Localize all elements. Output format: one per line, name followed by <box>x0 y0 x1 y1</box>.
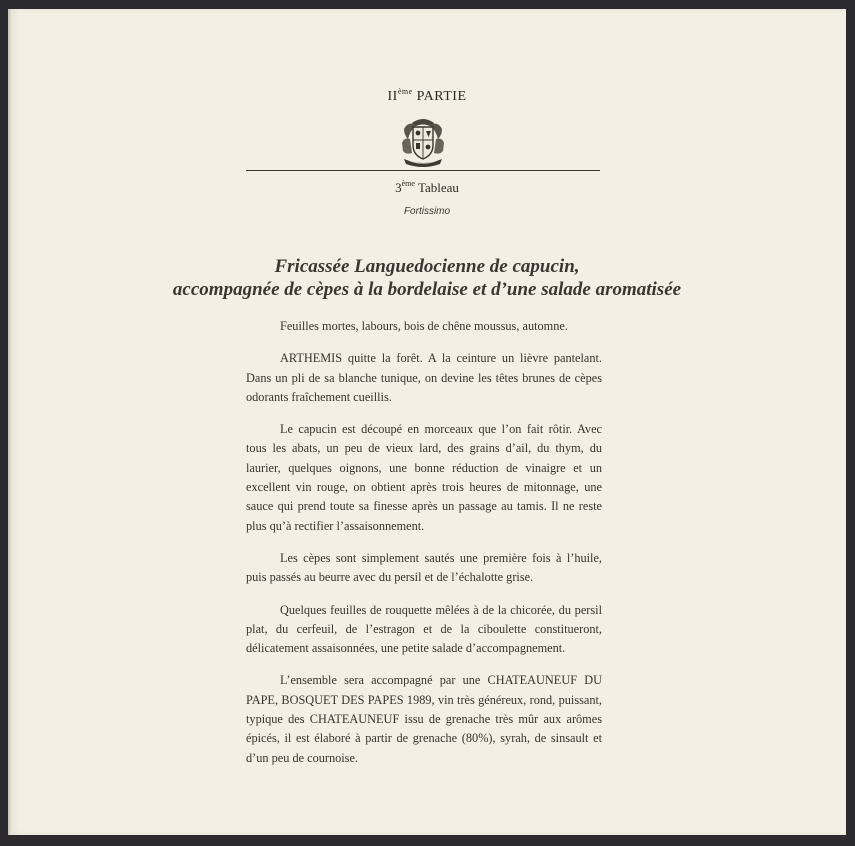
book-page <box>8 9 846 835</box>
tableau-superscript: ème <box>401 179 415 188</box>
tempo-marking: Fortissimo <box>403 206 451 217</box>
paragraph-salade: Quelques feuilles de rouquette mêlées à de la chicorée, du persil plat, du cerfeuil, de l’estragon et de la ciboulette constitueront, délicatement assaisonnées, une petite salade d’accompagnement. <box>246 602 602 656</box>
paragraph-arthemis: ARTHEMIS quitte la forêt. A la ceinture un lièvre pantelant. Dans un pli de sa blanche tunique, on devine les têtes brunes de cèpes odorants fraîchement cueillis. <box>246 351 602 404</box>
tableau-heading <box>8 179 846 196</box>
paragraph-cepes: Les cèpes sont simplement sautés une première fois à l’huile, puis passés au beurre avec du persil et de l’échalotte grise. <box>246 550 602 585</box>
dish-title-line-1: Fricassée Languedocienne de capucin, <box>274 256 580 277</box>
paragraph-intro: Feuilles mortes, labours, bois de chêne moussus, automne. <box>280 319 568 333</box>
paragraph-capucin: Le capucin est découpé en morceaux que l’on fait rôtir. Avec tous les abats, un peu de vieux lard, des grains d’ail, du thym, du laurier, quelques oignons, une bonne réduction de vinaigre et un excellent vin rouge, on obtient après trois heures de mitonnage, une sauce qui prend toute sa finesse après un passage au tamis. Il ne reste plus qu’à rectifier l’assaisonnement. <box>246 422 602 533</box>
tableau-number: 3 <box>395 180 402 195</box>
dish-title-line-2: accompagnée de cèpes à la bordelaise et d’une salade aromatisée <box>172 279 682 300</box>
tableau-label: Tableau <box>417 180 459 195</box>
part-label: PARTIE <box>416 89 467 104</box>
paragraph-vin: L’ensemble sera accompagné par une CHATEAUNEUF DU PAPE, BOSQUET DES PAPES 1989, vin très généreux, rond, puissant, typique des CHATEAUNEUF issu de grenache très mûr aux arômes épicés, il est élaboré à partir de grenache (80%), syrah, de sinsault et d’un peu de cournoise. <box>246 673 602 765</box>
dish-title <box>108 255 746 301</box>
part-number: II <box>387 89 398 104</box>
recipe-body <box>246 317 602 781</box>
heraldic-crest-icon <box>398 113 448 169</box>
part-superscript: ème <box>397 87 413 96</box>
part-heading <box>8 87 846 105</box>
page-gutter-shadow <box>8 9 13 835</box>
heading-divider <box>246 170 600 171</box>
